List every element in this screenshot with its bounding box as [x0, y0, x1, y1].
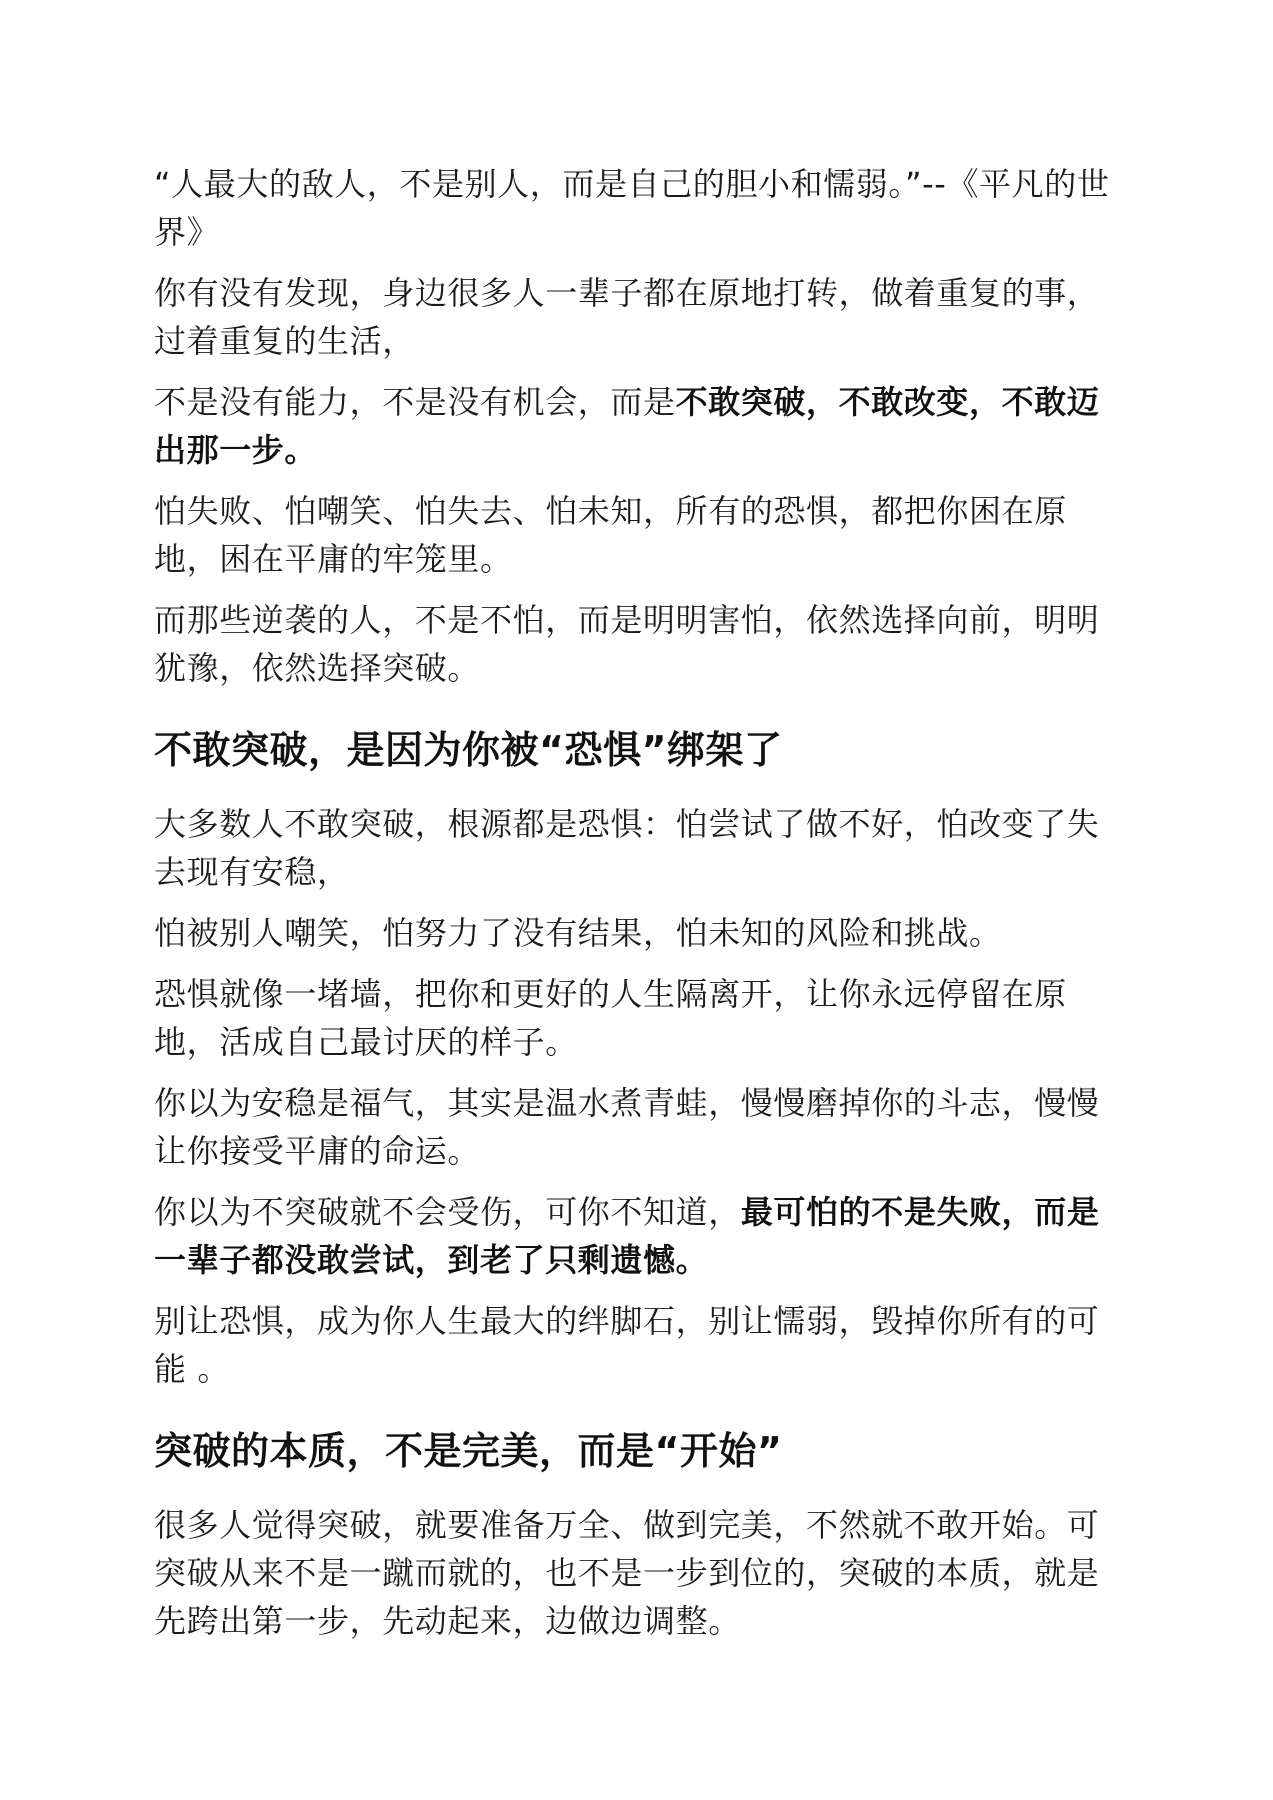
paragraph: 你有没有发现，身边很多人一辈子都在原地打转，做着重复的事，过着重复的生活， — [154, 274, 1100, 360]
emphasis-text: 不敢突破，不敢改变，不敢迈出那一步。 — [154, 383, 1100, 469]
paragraph: 而那些逆袭的人，不是不怕，而是明明害怕，依然选择向前，明明犹豫，依然选择突破。 — [154, 601, 1100, 687]
paragraph: 恐惧就像一堵墙，把你和更好的人生隔离开，让你永远停留在原地，活成自己最讨厌的样子。 — [154, 975, 1067, 1061]
paragraph: 大多数人不敢突破，根源都是恐惧：怕尝试了做不好，怕改变了失去现有安稳， — [154, 805, 1100, 891]
paragraph-text: 不是没有能力，不是没有机会，而是 — [154, 383, 676, 421]
paragraph: 怕被别人嘲笑，怕努力了没有结果，怕未知的风险和挑战。 — [154, 914, 1002, 952]
paragraph: 别让恐惧，成为你人生最大的绊脚石，别让懦弱，毁掉你所有的可 能 。 — [154, 1302, 1100, 1388]
emphasis-text: 最可怕的不是失败，而是一辈子都没敢尝试，到老了只剩遗憾。 — [154, 1193, 1100, 1279]
paragraph-text: 你以为不突破就不会受伤，可你不知道， — [154, 1193, 741, 1231]
paragraph: 怕失败、怕嘲笑、怕失去、怕未知，所有的恐惧，都把你困在原地，困在平庸的牢笼里。 — [154, 492, 1067, 578]
quote-paragraph: “人最大的敌人，不是别人，而是自己的胆小和懦弱。”--《平凡的世界》 — [154, 165, 1110, 251]
section-heading: 不敢突破，是因为你被“恐惧”绑架了 — [154, 728, 783, 772]
paragraph — [154, 378, 1114, 474]
article-body — [154, 160, 1114, 1658]
paragraph: 你以为安稳是福气，其实是温水煮青蛙，慢慢磨掉你的斗志，慢慢让你接受平庸的命运。 — [154, 1084, 1100, 1170]
paragraph: 很多人觉得突破，就要准备万全、做到完美，不然就不敢开始。可突破从来不是一蹴而就的，也不是一步到位的，突破的本质，就是先跨出第一步，先动起来，边做边调整。 — [154, 1506, 1100, 1640]
paragraph — [154, 1188, 1114, 1284]
section-heading: 突破的本质，不是完美，而是“开始” — [154, 1429, 783, 1473]
